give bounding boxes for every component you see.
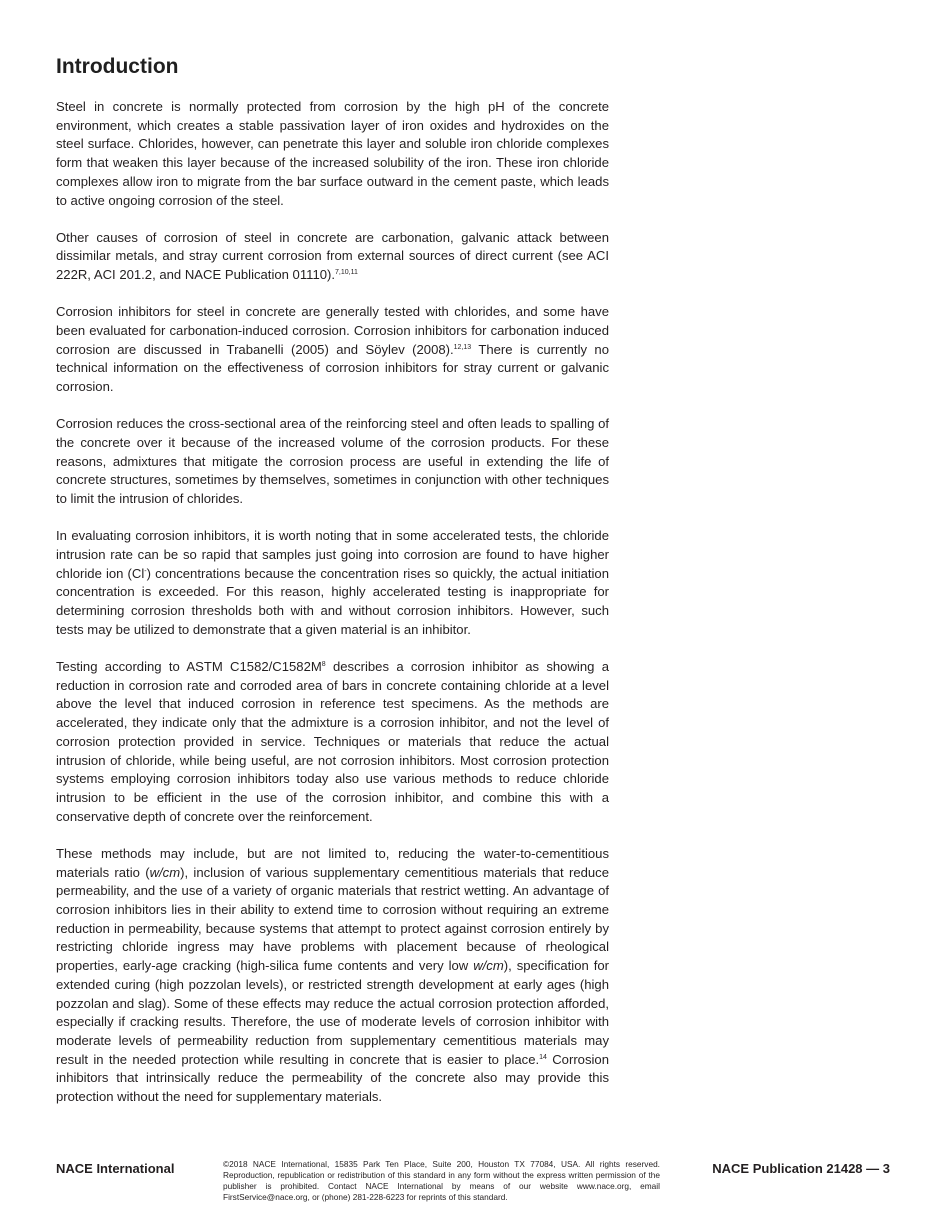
paragraph-5-text-2: ) concentrations because the concentration rises so quickly, the actual initiation concentration is exceeded. For this reason, highly accelerated testing is inappropriate for determining corrosion thresholds both with and without corrosion inhibitors. However, such tests may be utilized to demonstrate that a given material is an inhibitor.	[56, 565, 609, 637]
paragraph-5	[56, 527, 609, 639]
paragraph-6-text-2: describes a corrosion inhibitor as showing a reduction in corrosion rate and corroded area of bars in concrete containing chloride at a level above the level that induced corrosion in reference test specimens. As the methods are accelerated, they indicate only that the admixture is a corrosion inhibitor, and not the level of corrosion protection provided in service. Techniques or materials that reduce the actual intrusion of chloride, while being useful, are not corrosion inhibitors. Most corrosion protection systems employing corrosion inhibitors today also use various methods to reduce chloride intrusion to be efficient in the use of the corrosion inhibitor, and combine this with a conservative depth of concrete over the reinforcement.	[56, 659, 609, 824]
paragraph-7-text-2: ), inclusion of various supplementary cementitious materials that reduce permeability, and the use of a variety of organic materials that restrict wetting. An advantage of corrosion inhibitors lies in their ability to extend time to corrosion without requiring an extreme reduction in permeability, because systems that attempt to protect against corrosion entirely by restricting chloride ingress may have problems with placement because of rheological properties, early-age cracking (high-silica fume contents and very low	[56, 864, 609, 974]
paragraph-4: Corrosion reduces the cross-sectional area of the reinforcing steel and often leads to spalling of the concrete over it because of the increased volume of the corrosion products. For these reasons, admixtures that mitigate the corrosion process are useful in extending the life of concrete structures, sometimes by themselves, sometimes in conjunction with other techniques to limit the intrusion of chlorides.	[56, 416, 609, 507]
chloride-charge-superscript: -	[144, 567, 147, 575]
paragraph-2	[56, 229, 609, 285]
wcm-term: w/cm	[149, 864, 181, 880]
page-heading: Introduction	[56, 55, 179, 78]
footer-organization: NACE International	[56, 1161, 175, 1176]
paragraph-1: Steel in concrete is normally protected from corrosion by the high pH of the concrete environment, which creates a stable passivation layer of iron oxides and hydroxides on the steel surface. Chlorides, however, can penetrate this layer and soluble iron chloride complexes form that weaken this layer because of the increased solubility of the iron. These iron chloride complexes allow iron to migrate from the bar surface outward in the cement paste, which leads to active ongoing corrosion of the steel.	[56, 99, 609, 208]
paragraph-5-text-1: In evaluating corrosion inhibitors, it is worth noting that in some accelerated tests, the chloride intrusion rate can be so rapid that samples just going into corrosion are found to have higher chloride ion (Cl	[56, 528, 609, 581]
reference-superscript: 7,10,11	[335, 269, 358, 277]
reference-superscript: 8	[321, 661, 326, 669]
paragraph-7-text-4: Corrosion inhibitors that intrinsically reduce the permeability of the concrete also may provide this protection without the need for supplementary materials.	[56, 1051, 609, 1105]
paragraph-3	[56, 303, 609, 397]
paragraph-6	[56, 658, 609, 826]
footer-publication-page: NACE Publication 21428 — 3	[712, 1161, 890, 1176]
reference-superscript: 14	[539, 1053, 547, 1061]
paragraph-3-text-1: Corrosion inhibitors for steel in concrete are generally tested with chlorides, and some have been evaluated for carbonation-induced corrosion. Corrosion inhibitors for carbonation induced corrosion are discussed in Trabanelli (2005) and Söylev (2008).	[56, 304, 609, 357]
paragraph-2-text: Other causes of corrosion of steel in concrete are carbonation, galvanic attack between dissimilar metals, and stray current corrosion from external sources of direct current (see ACI 222R, ACI 201.2, and NACE Publication 01110).	[56, 229, 609, 283]
paragraph-7-text-3: ), specification for extended curing (high pozzolan levels), or restricted strength development at early ages (high pozzolan and slag). Some of these effects may reduce the actual corrosion protection afforded, especially if cracking results. Therefore, the use of moderate levels of corrosion inhibitor with moderate levels of permeability reduction from supplementary cementitious materials may result in the needed protection while resulting in concrete that is easier to place.	[56, 958, 610, 1067]
paragraph-7-text-1: These methods may include, but are not limited to, reducing the water-to-cementitious materials ratio (	[56, 845, 609, 880]
wcm-term: w/cm	[473, 958, 504, 974]
body-text	[56, 98, 609, 1125]
paragraph-6-text-1: Testing according to ASTM C1582/C1582M	[56, 659, 322, 675]
paragraph-7	[56, 845, 609, 1107]
paragraph-3-text-2: There is currently no technical information on the effectiveness of corrosion inhibitors for stray current or galvanic corrosion.	[56, 341, 609, 395]
footer-copyright: ©2018 NACE International, 15835 Park Ten Place, Suite 200, Houston TX 77084, USA. All rights reserved. Reproduction, republication or redistribution of this standard in any form without the express written permission of the publisher is prohibited. Contact NACE International by means of our website www.nace.org, email FirstService@nace.org, or (phone) 281-228-6223 for reprints of this standard.	[223, 1159, 660, 1202]
reference-superscript: 12,13	[453, 343, 472, 351]
